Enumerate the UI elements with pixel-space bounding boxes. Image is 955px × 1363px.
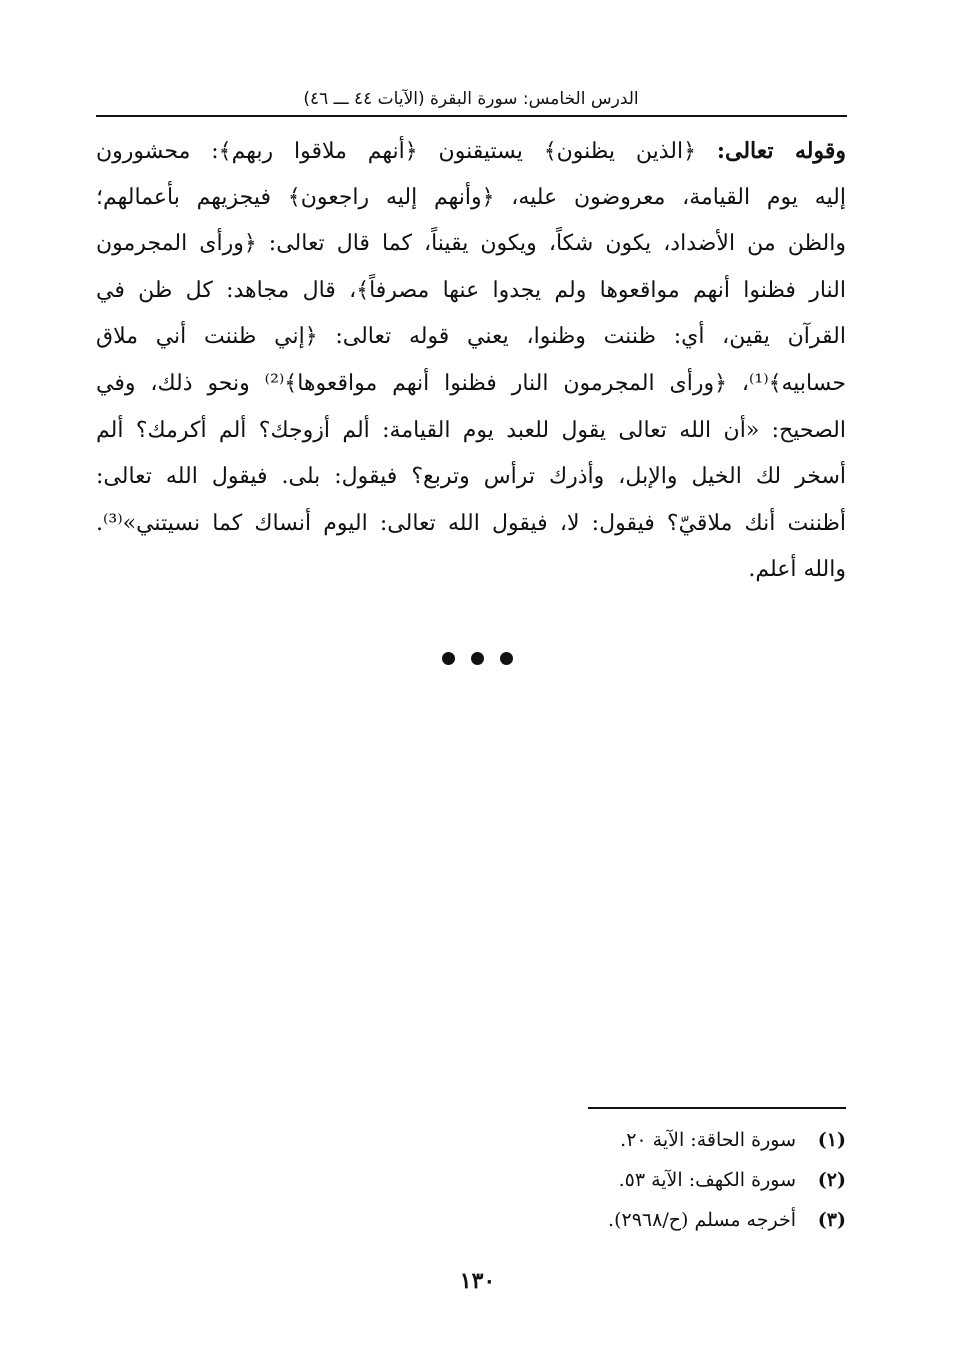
footnote-3: [520, 1200, 846, 1240]
footnote-1: [520, 1120, 846, 1160]
footnote-divider: [588, 1107, 846, 1109]
lead-phrase: وقوله تعالى:: [716, 138, 847, 164]
page-number: ١٣٠: [459, 1268, 496, 1294]
footnotes: [520, 1120, 846, 1240]
body-line-2: إليه يوم القيامة، معروضون عليه، ﴿وأنهم إليه راجعون﴾ فيجزيهم بأعمالهم؛: [96, 184, 846, 210]
body-line-1-text: ﴿الذين يظنون﴾ يستيقنون ﴿أنهم ملاقوا ربهم﴾: محشورون: [96, 139, 717, 164]
footnote-text: أخرجه مسلم (ح/٢٩٦٨).: [608, 1209, 796, 1231]
body-line-7: الصحيح: «أن الله تعالى يقول للعبد يوم القيامة: ألم أزوجك؟ ألم أكرمك؟ ألم: [96, 417, 846, 443]
separator-dot-icon: [442, 652, 455, 665]
body-line-4: النار فظنوا أنهم مواقعوها ولم يجدوا عنها مصرفاً﴾، قال مجاهد: كل ظن في: [96, 277, 846, 303]
body-line-9: أظننت أنك ملاقيّ؟ فيقول: لا، فيقول الله تعالى: اليوم أنساك كما نسيتني»⁽³⁾.: [96, 510, 846, 536]
body-line-10: والله أعلم.: [748, 557, 846, 583]
body-line-1: [96, 128, 846, 175]
body-text: [96, 128, 846, 594]
running-header: الدرس الخامس: سورة البقرة (الآيات ٤٤ ـــ ٤٦): [303, 89, 639, 109]
body-line-5: القرآن يقين، أي: ظننت وظنوا، يعني قوله تعالى: ﴿إني ظننت أني ملاق: [96, 324, 846, 350]
body-line-6: حسابيه﴾⁽¹⁾، ﴿ورأى المجرمون النار فظنوا أنهم مواقعوها﴾⁽²⁾ ونحو ذلك، وفي: [96, 370, 846, 396]
separator-dot-icon: [471, 652, 484, 665]
footnote-text: سورة الحاقة: الآية ٢٠.: [620, 1129, 796, 1151]
footnote-text: سورة الكهف: الآية ٥٣.: [618, 1169, 796, 1191]
header-divider: [96, 115, 847, 117]
footnote-number: (١): [817, 1129, 846, 1151]
separator-dot-icon: [500, 652, 513, 665]
footnote-number: (٣): [817, 1209, 846, 1231]
body-line-8: أسخر لك الخيل والإبل، وأذرك ترأس وتربع؟ فيقول: بلى. فيقول الله تعالى:: [96, 464, 846, 490]
footnote-2: [520, 1160, 846, 1200]
body-line-3: والظن من الأضداد، يكون شكاً، ويكون يقيناً، كما قال تعالى: ﴿ورأى المجرمون: [96, 231, 846, 257]
section-separator: [0, 650, 955, 670]
footnote-number: (٢): [817, 1169, 846, 1191]
